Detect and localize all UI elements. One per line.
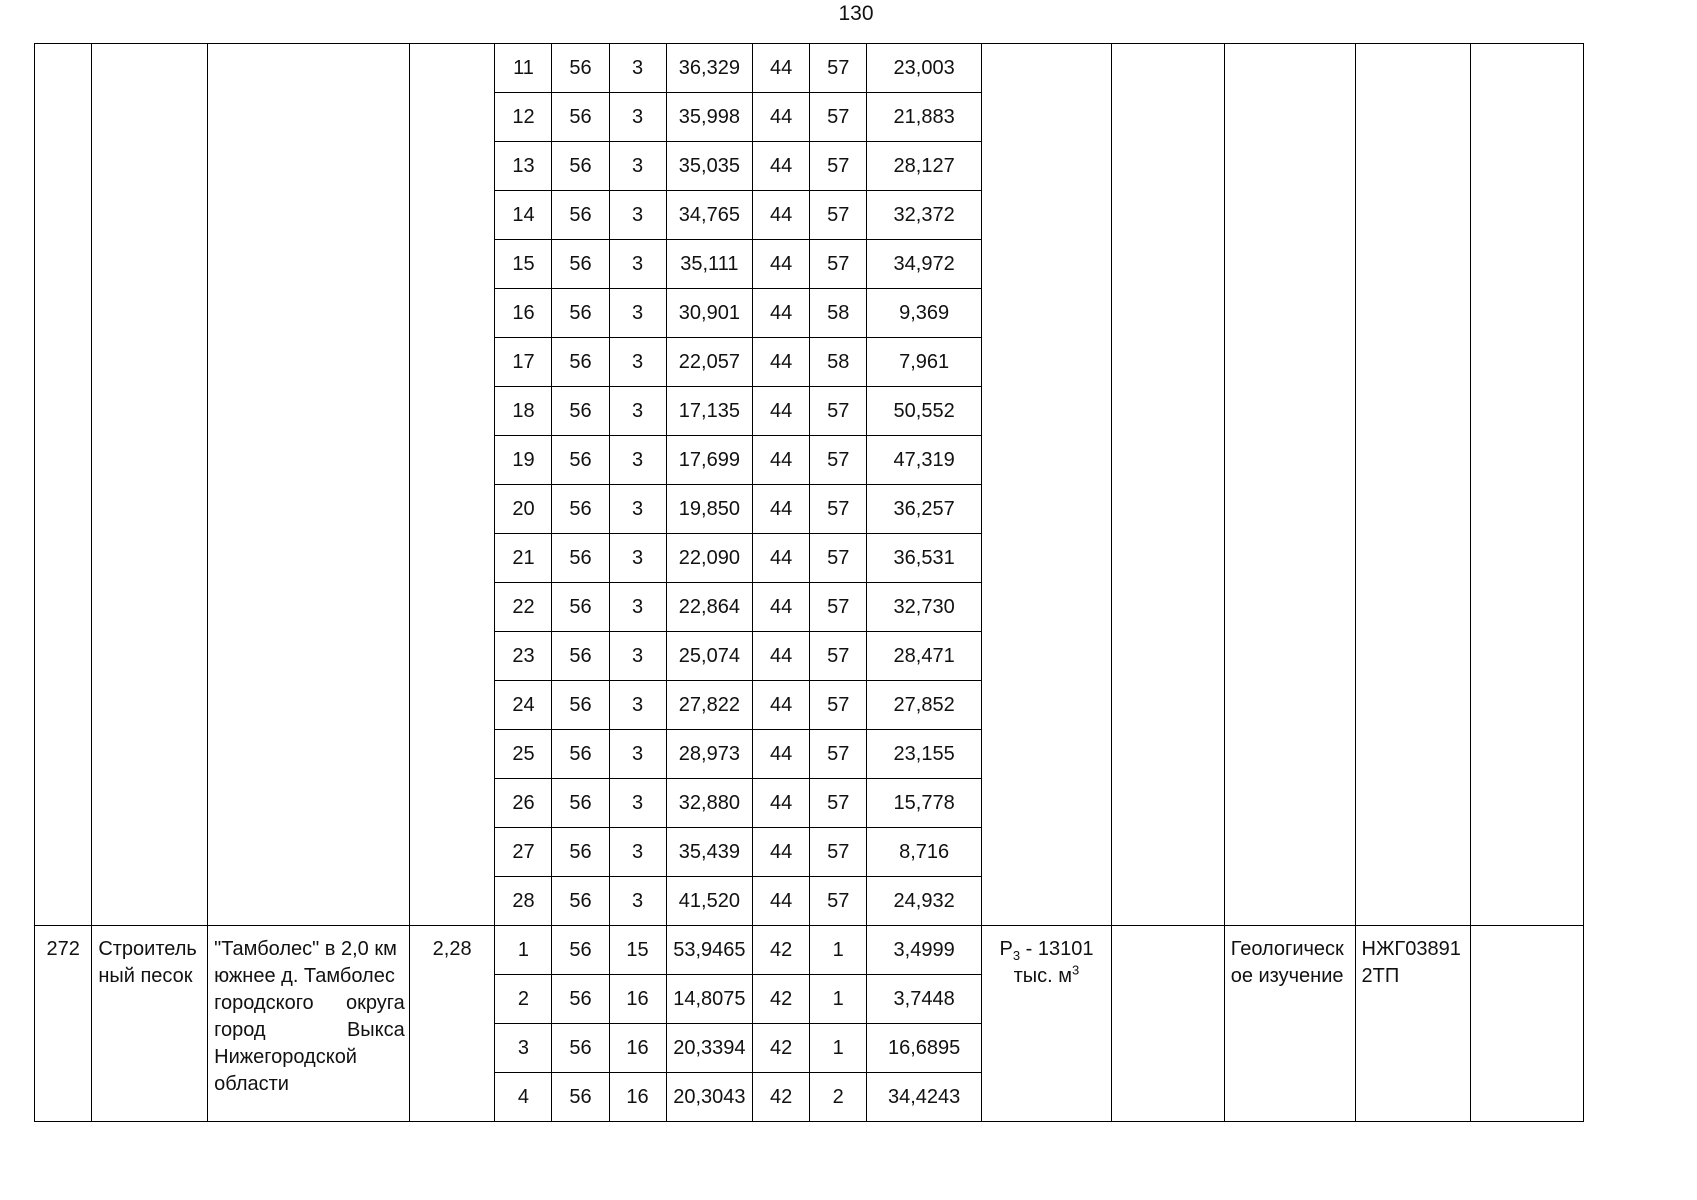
lat-deg: 56 [552, 681, 609, 730]
lon-min: 57 [810, 485, 867, 534]
lon-deg: 44 [753, 338, 810, 387]
lon-deg: 44 [753, 387, 810, 436]
lat-sec: 35,439 [666, 828, 753, 877]
lat-min: 3 [609, 583, 666, 632]
lat-sec: 27,822 [666, 681, 753, 730]
lat-deg: 56 [552, 534, 609, 583]
point-number: 18 [495, 387, 552, 436]
lat-sec: 32,880 [666, 779, 753, 828]
lat-deg: 56 [552, 828, 609, 877]
lat-deg: 56 [552, 1024, 609, 1073]
point-number: 15 [495, 240, 552, 289]
continued-entry-rows [35, 44, 1697, 926]
empty-cell-name [208, 44, 410, 926]
point-number: 27 [495, 828, 552, 877]
mineral-type-line-2: ный песок [98, 965, 193, 987]
lat-sec: 28,973 [666, 730, 753, 779]
lon-min: 57 [810, 191, 867, 240]
resources-category-index: 3 [1012, 948, 1021, 963]
point-number: 28 [495, 877, 552, 926]
lon-sec: 21,883 [867, 93, 982, 142]
lon-min: 1 [810, 1024, 867, 1073]
lon-deg: 44 [753, 534, 810, 583]
lat-deg: 56 [552, 142, 609, 191]
site-name-line: области [214, 1073, 289, 1095]
point-number: 12 [495, 93, 552, 142]
resources-unit: тыс. м [1013, 965, 1073, 987]
lat-sec: 17,699 [666, 436, 753, 485]
point-number: 16 [495, 289, 552, 338]
lat-deg: 56 [552, 975, 609, 1024]
lat-deg: 56 [552, 191, 609, 240]
mineral-type [92, 926, 208, 1122]
lat-sec: 35,111 [666, 240, 753, 289]
point-number: 25 [495, 730, 552, 779]
lat-sec: 41,520 [666, 877, 753, 926]
usage-purpose [1224, 926, 1355, 1122]
empty-cell-resources [982, 44, 1112, 926]
usage-purpose-line-1: Геологическ [1230, 938, 1344, 960]
lon-sec: 23,003 [867, 44, 982, 93]
lon-deg: 42 [753, 975, 810, 1024]
lat-deg: 56 [552, 632, 609, 681]
site-name-line: Нижегородской [214, 1046, 357, 1068]
lon-deg: 44 [753, 436, 810, 485]
point-number: 1 [495, 926, 552, 975]
table-row [35, 926, 1697, 975]
lon-sec: 7,961 [867, 338, 982, 387]
point-number: 24 [495, 681, 552, 730]
point-number: 21 [495, 534, 552, 583]
lon-deg: 44 [753, 485, 810, 534]
lat-min: 3 [609, 485, 666, 534]
lat-min: 16 [609, 1024, 666, 1073]
lat-deg: 56 [552, 240, 609, 289]
lat-min: 3 [609, 44, 666, 93]
lon-deg: 44 [753, 730, 810, 779]
lat-deg: 56 [552, 1073, 609, 1122]
lat-min: 3 [609, 534, 666, 583]
lon-sec: 16,6895 [867, 1024, 982, 1073]
page-number: 130 [838, 2, 874, 25]
empty-cell [1471, 926, 1584, 1122]
lon-deg: 44 [753, 191, 810, 240]
site-name-line: город Выкса [214, 1019, 405, 1041]
license-number-line-1: НЖГ03891 [1361, 938, 1461, 960]
lon-sec: 15,778 [867, 779, 982, 828]
lon-min: 57 [810, 583, 867, 632]
lon-min: 58 [810, 338, 867, 387]
lon-sec: 50,552 [867, 387, 982, 436]
lon-min: 57 [810, 387, 867, 436]
lon-min: 57 [810, 632, 867, 681]
lon-deg: 44 [753, 632, 810, 681]
lat-sec: 34,765 [666, 191, 753, 240]
lat-min: 3 [609, 779, 666, 828]
point-number: 14 [495, 191, 552, 240]
lon-deg: 44 [753, 583, 810, 632]
lon-sec: 28,127 [867, 142, 982, 191]
lat-min: 3 [609, 387, 666, 436]
point-number: 4 [495, 1073, 552, 1122]
lon-sec: 32,730 [867, 583, 982, 632]
lon-min: 57 [810, 240, 867, 289]
point-number: 23 [495, 632, 552, 681]
point-number: 20 [495, 485, 552, 534]
point-number: 3 [495, 1024, 552, 1073]
point-number: 19 [495, 436, 552, 485]
deposits-table [34, 43, 1697, 1122]
license-number [1355, 926, 1471, 1122]
empty-cell-last [1471, 44, 1584, 926]
lat-sec: 53,9465 [666, 926, 753, 975]
usage-purpose-line-2: ое изучение [1230, 965, 1344, 987]
entry-272-rows [35, 926, 1697, 1122]
lon-min: 2 [810, 1073, 867, 1122]
lat-min: 3 [609, 632, 666, 681]
lon-min: 57 [810, 779, 867, 828]
lat-sec: 20,3394 [666, 1024, 753, 1073]
lat-min: 3 [609, 681, 666, 730]
area-value: 2,28 [409, 926, 495, 1122]
site-name [208, 926, 410, 1122]
lon-min: 57 [810, 534, 867, 583]
lat-deg: 56 [552, 730, 609, 779]
lon-deg: 44 [753, 240, 810, 289]
resources-estimate [982, 926, 1112, 1122]
lon-sec: 8,716 [867, 828, 982, 877]
lat-min: 15 [609, 926, 666, 975]
lon-deg: 44 [753, 93, 810, 142]
lon-min: 57 [810, 828, 867, 877]
lat-min: 3 [609, 436, 666, 485]
lat-min: 3 [609, 828, 666, 877]
lon-sec: 9,369 [867, 289, 982, 338]
lon-sec: 28,471 [867, 632, 982, 681]
point-number: 17 [495, 338, 552, 387]
lon-sec: 24,932 [867, 877, 982, 926]
lat-deg: 56 [552, 926, 609, 975]
lat-deg: 56 [552, 338, 609, 387]
lat-deg: 56 [552, 583, 609, 632]
lon-deg: 42 [753, 1073, 810, 1122]
lon-deg: 44 [753, 828, 810, 877]
resources-amount: - 13101 [1020, 938, 1094, 960]
lat-sec: 22,090 [666, 534, 753, 583]
lat-min: 3 [609, 877, 666, 926]
lat-sec: 25,074 [666, 632, 753, 681]
lat-min: 3 [609, 191, 666, 240]
lat-min: 3 [609, 142, 666, 191]
lat-deg: 56 [552, 44, 609, 93]
lon-deg: 44 [753, 877, 810, 926]
point-number: 26 [495, 779, 552, 828]
lat-min: 3 [609, 240, 666, 289]
lat-sec: 19,850 [666, 485, 753, 534]
resources-category: P [999, 938, 1013, 960]
lat-min: 3 [609, 289, 666, 338]
lon-min: 1 [810, 926, 867, 975]
point-number: 13 [495, 142, 552, 191]
lon-min: 58 [810, 289, 867, 338]
lat-sec: 14,8075 [666, 975, 753, 1024]
lat-min: 3 [609, 338, 666, 387]
mineral-type-line-1: Строитель [98, 938, 197, 960]
lat-sec: 35,035 [666, 142, 753, 191]
lat-deg: 56 [552, 93, 609, 142]
empty-cell-area [409, 44, 495, 926]
point-number: 11 [495, 44, 552, 93]
entry-number: 272 [35, 926, 92, 1122]
lon-min: 57 [810, 93, 867, 142]
lat-deg: 56 [552, 387, 609, 436]
lon-deg: 42 [753, 1024, 810, 1073]
lat-sec: 22,057 [666, 338, 753, 387]
lat-sec: 17,135 [666, 387, 753, 436]
lat-min: 3 [609, 730, 666, 779]
lat-min: 3 [609, 93, 666, 142]
empty-cell-mineral [92, 44, 208, 926]
lat-sec: 35,998 [666, 93, 753, 142]
point-number: 22 [495, 583, 552, 632]
lat-deg: 56 [552, 289, 609, 338]
lon-min: 57 [810, 436, 867, 485]
resources-unit-power: 3 [1072, 962, 1080, 978]
empty-cell-number [35, 44, 92, 926]
lat-deg: 56 [552, 485, 609, 534]
lat-deg: 56 [552, 779, 609, 828]
license-number-line-2: 2ТП [1361, 965, 1400, 987]
table-row [35, 44, 1697, 93]
site-name-line: "Тамболес" в 2,0 км [214, 938, 397, 960]
lon-min: 57 [810, 730, 867, 779]
lat-deg: 56 [552, 436, 609, 485]
lat-sec: 36,329 [666, 44, 753, 93]
lon-min: 57 [810, 877, 867, 926]
lon-min: 57 [810, 44, 867, 93]
lat-sec: 30,901 [666, 289, 753, 338]
empty-cell-purpose [1224, 44, 1355, 926]
lat-min: 16 [609, 1073, 666, 1122]
lon-sec: 34,4243 [867, 1073, 982, 1122]
lon-sec: 34,972 [867, 240, 982, 289]
lon-deg: 42 [753, 926, 810, 975]
lon-min: 1 [810, 975, 867, 1024]
lat-min: 16 [609, 975, 666, 1024]
lon-sec: 23,155 [867, 730, 982, 779]
lon-sec: 3,7448 [867, 975, 982, 1024]
lon-sec: 3,4999 [867, 926, 982, 975]
empty-cell [1111, 926, 1224, 1122]
lon-sec: 36,257 [867, 485, 982, 534]
lon-deg: 44 [753, 681, 810, 730]
lat-sec: 20,3043 [666, 1073, 753, 1122]
site-name-line: городского округа [214, 992, 405, 1014]
lon-sec: 27,852 [867, 681, 982, 730]
empty-cell-blank [1111, 44, 1224, 926]
site-name-line: южнее д. Тамболес [214, 965, 395, 987]
point-number: 2 [495, 975, 552, 1024]
lon-sec: 36,531 [867, 534, 982, 583]
lon-deg: 44 [753, 142, 810, 191]
empty-cell-license [1355, 44, 1471, 926]
lon-min: 57 [810, 681, 867, 730]
lon-deg: 44 [753, 289, 810, 338]
lon-sec: 47,319 [867, 436, 982, 485]
lon-sec: 32,372 [867, 191, 982, 240]
lon-deg: 44 [753, 44, 810, 93]
lat-deg: 56 [552, 877, 609, 926]
lon-deg: 44 [753, 779, 810, 828]
lon-min: 57 [810, 142, 867, 191]
lat-sec: 22,864 [666, 583, 753, 632]
